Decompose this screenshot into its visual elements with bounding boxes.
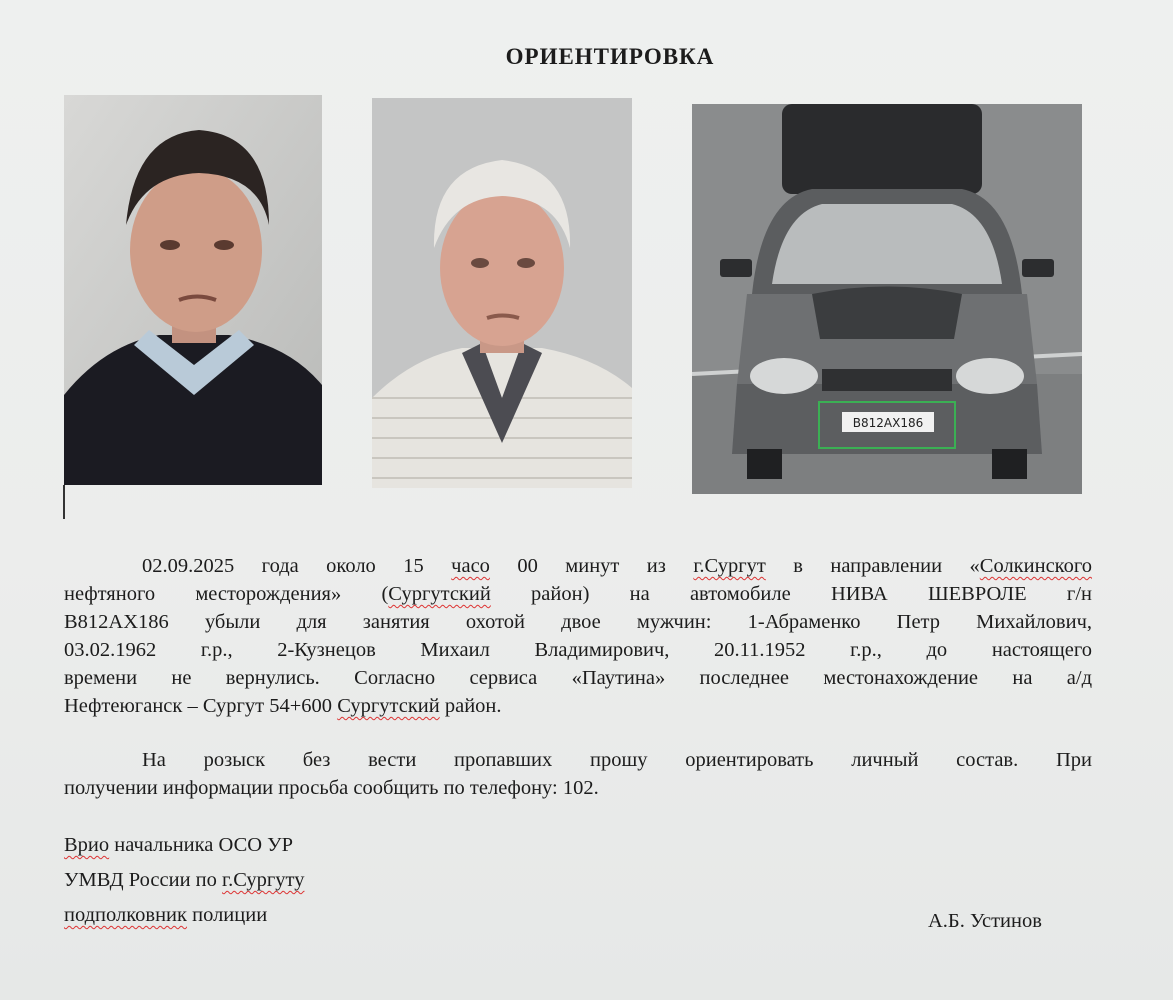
p2-line-2: получении информации просьба сообщить по телефону: 102.	[64, 777, 599, 799]
text-cursor	[63, 485, 65, 519]
signature-line-2: УМВД России по г.Сургуту	[64, 869, 305, 891]
document-title: ОРИЕНТИРОВКА	[505, 44, 715, 69]
photo-person-2	[372, 98, 632, 488]
p1-line-6: Нефтеюганск – Сургут 54+600 Сургутский район.	[64, 695, 502, 717]
photo-car-niva	[692, 104, 1082, 494]
p1-line-3: В812АХ186 убыли для занятия охотой двое мужчин: 1-Абраменко Петр Михайлович,	[64, 611, 1092, 633]
signature-line-1: Врио начальника ОСО УР	[64, 834, 294, 856]
p1-line-5: времени не вернулись. Согласно сервиса «Паутина» последнее местонахождение на а/д	[64, 667, 1092, 689]
signature-line-3: подполковник полиции	[64, 904, 268, 926]
p1-line-2: нефтяного месторождения» (Сургутский район) на автомобиле НИВА ШЕВРОЛЕ г/н	[64, 583, 1092, 605]
signature-name: А.Б. Устинов	[928, 910, 1042, 932]
p2-line-1: На розыск без вести пропавших прошу ориентировать личный состав. При	[142, 749, 1092, 771]
signature-block	[64, 832, 305, 937]
car-plate-text: В812АХ186	[852, 416, 924, 430]
orientation-paragraph-1	[64, 552, 1092, 720]
photo-person-1	[64, 95, 322, 485]
p1-line-4: 03.02.1962 г.р., 2-Кузнецов Михаил Владимирович, 20.11.1952 г.р., до настоящего	[64, 639, 1092, 661]
p1-line-1: 02.09.2025 года около 15 часо 00 минут из г.Сургут в направлении «Солкинского	[142, 555, 1092, 577]
orientation-paragraph-2	[64, 746, 1092, 802]
